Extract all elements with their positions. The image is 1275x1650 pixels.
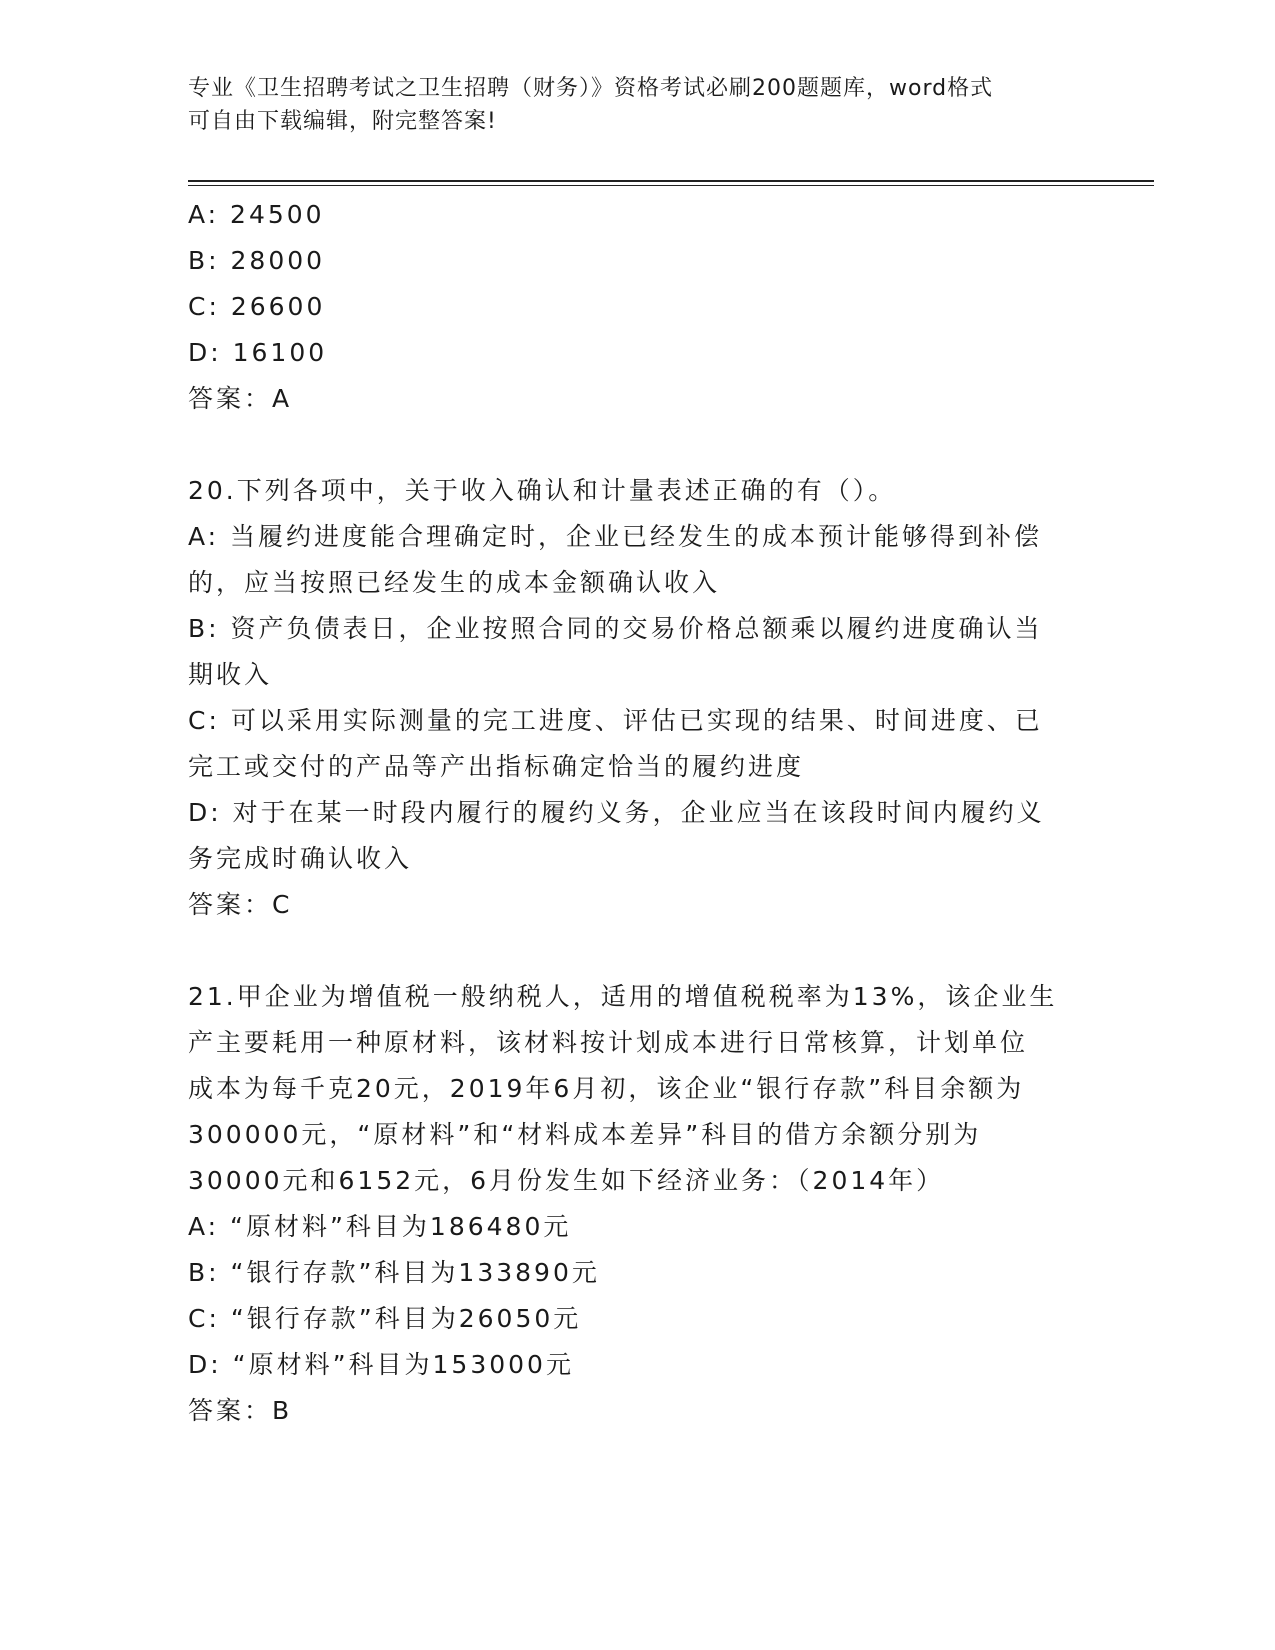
option-b: B: “银行存款”科目为133890元 — [188, 1258, 600, 1287]
option-b-line-1: B: 资产负债表日，企业按照合同的交易价格总额乘以履约进度确认当 — [188, 614, 1043, 643]
document-body — [188, 192, 1088, 1434]
option-b-line-2: 期收入 — [188, 660, 273, 689]
question-stem-line-5: 30000元和6152元，6月份发生如下经济业务：（2014年） — [188, 1166, 945, 1195]
question-stem: 20.下列各项中，关于收入确认和计量表述正确的有（）。 — [188, 476, 897, 505]
option-d: D: “原材料”科目为153000元 — [188, 1350, 574, 1379]
option-d: D: 16100 — [188, 338, 328, 367]
question-stem-line-4: 300000元，“原材料”和“材料成本差异”科目的借方余额分别为 — [188, 1120, 982, 1149]
option-d-line-1: D: 对于在某一时段内履行的履约义务，企业应当在该段时间内履约义 — [188, 798, 1045, 827]
header-divider-thin — [188, 185, 1154, 186]
question-20 — [188, 468, 1088, 928]
option-c: C: “银行存款”科目为26050元 — [188, 1304, 582, 1333]
option-a-line-2: 的，应当按照已经发生的成本金额确认收入 — [188, 568, 721, 597]
answer-line: 答案：A — [188, 384, 293, 413]
question-21 — [188, 974, 1088, 1434]
option-b: B: 28000 — [188, 246, 326, 275]
question-stem-line-1: 21.甲企业为增值税一般纳税人，适用的增值税税率为13%，该企业生 — [188, 982, 1058, 1011]
header-line-1: 专业《卫生招聘考试之卫生招聘（财务）》资格考试必刷200题题库，word格式 — [188, 76, 994, 101]
header-line-2: 可自由下载编辑，附完整答案! — [188, 109, 497, 134]
spacer — [188, 422, 1088, 468]
prev-question — [188, 192, 1088, 422]
spacer — [188, 928, 1088, 974]
answer-line: 答案：C — [188, 890, 293, 919]
question-stem-line-3: 成本为每千克20元，2019年6月初，该企业“银行存款”科目余额为 — [188, 1074, 1025, 1103]
answer-line: 答案：B — [188, 1396, 293, 1425]
option-a-line-1: A: 当履约进度能合理确定时，企业已经发生的成本预计能够得到补偿 — [188, 522, 1043, 551]
option-a: A: 24500 — [188, 200, 325, 229]
option-c-line-2: 完工或交付的产品等产出指标确定恰当的履约进度 — [188, 752, 805, 781]
option-d-line-2: 务完成时确认收入 — [188, 844, 413, 873]
option-c: C: 26600 — [188, 292, 326, 321]
option-a: A: “原材料”科目为186480元 — [188, 1212, 572, 1241]
question-stem-line-2: 产主要耗用一种原材料，该材料按计划成本进行日常核算，计划单位 — [188, 1028, 1029, 1057]
document-header — [188, 72, 1088, 138]
option-c-line-1: C: 可以采用实际测量的完工进度、评估已实现的结果、时间进度、已 — [188, 706, 1043, 735]
header-divider-thick — [188, 180, 1154, 182]
